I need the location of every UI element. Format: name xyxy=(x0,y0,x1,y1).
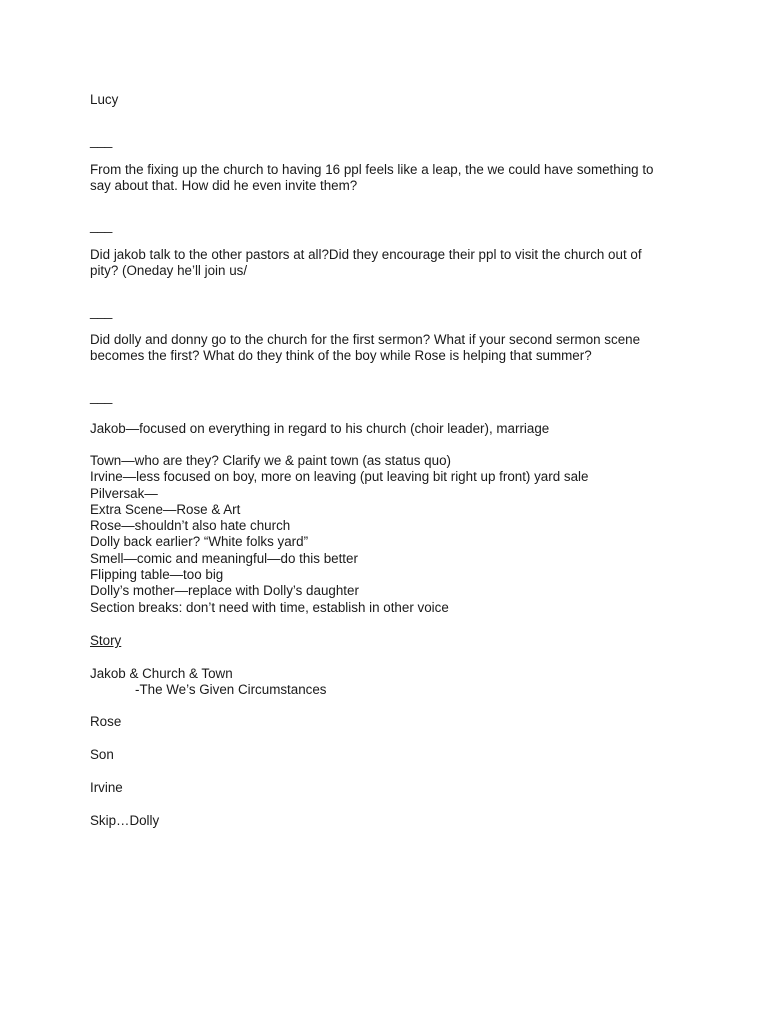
list-item: Town—who are they? Clarify we & paint town (as status quo) xyxy=(90,453,451,468)
divider: ___ xyxy=(90,133,113,148)
list-item: Irvine—less focused on boy, more on leaving (put leaving bit right up front) yard sale xyxy=(90,469,589,484)
divider: ___ xyxy=(90,389,113,404)
list-item: Extra Scene—Rose & Art xyxy=(90,502,241,517)
note-line: Did dolly and donny go to the church for the first sermon? What if your second sermon scene xyxy=(90,332,641,347)
story-item: Irvine xyxy=(90,780,123,795)
story-subitem: -The We’s Given Circumstances xyxy=(135,682,327,697)
list-item: Flipping table—too big xyxy=(90,567,224,582)
story-item: Skip…Dolly xyxy=(90,813,160,828)
story-item: Rose xyxy=(90,714,122,729)
document-title: Lucy xyxy=(90,92,119,107)
story-heading: Story xyxy=(90,633,122,648)
note-line: pity? (Oneday he’ll join us/ xyxy=(90,263,248,278)
divider: ___ xyxy=(90,304,113,319)
jakob-note: Jakob—focused on everything in regard to his church (choir leader), marriage xyxy=(90,421,550,436)
divider: ___ xyxy=(90,218,113,233)
story-item: Son xyxy=(90,747,114,762)
note-line: becomes the first? What do they think of the boy while Rose is helping that summer? xyxy=(90,348,592,363)
list-item: Dolly’s mother—replace with Dolly’s daughter xyxy=(90,583,359,598)
list-item: Pilversak— xyxy=(90,486,158,501)
note-line: Did jakob talk to the other pastors at all?Did they encourage their ppl to visit the church out of xyxy=(90,247,642,262)
list-item: Section breaks: don’t need with time, establish in other voice xyxy=(90,600,449,615)
list-item: Rose—shouldn’t also hate church xyxy=(90,518,291,533)
list-item: Dolly back earlier? “White folks yard” xyxy=(90,534,309,549)
note-line: From the fixing up the church to having 16 ppl feels like a leap, the we could have something to xyxy=(90,162,654,177)
list-item: Smell—comic and meaningful—do this better xyxy=(90,551,358,566)
story-item: Jakob & Church & Town xyxy=(90,666,233,681)
note-line: say about that. How did he even invite them? xyxy=(90,178,358,193)
